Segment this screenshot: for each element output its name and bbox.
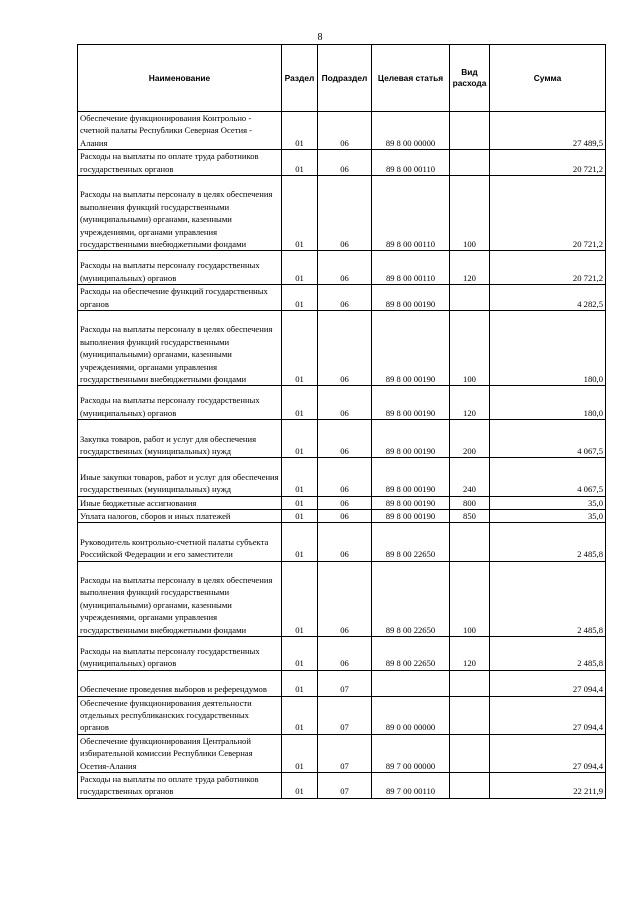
- cell-section: 01: [282, 734, 318, 772]
- table-row: [78, 420, 606, 458]
- cell-name: Иные бюджетные ассигнования: [78, 496, 282, 509]
- cell-amount: 2 485,8: [490, 523, 606, 561]
- cell-subsection: 07: [318, 696, 372, 734]
- cell-target: 89 7 00 00110: [372, 773, 450, 799]
- cell-expense-type: 800: [450, 496, 490, 509]
- cell-expense-type: [450, 150, 490, 176]
- cell-target: 89 8 00 00190: [372, 496, 450, 509]
- table-row: [78, 458, 606, 496]
- cell-expense-type: [450, 696, 490, 734]
- cell-section: 01: [282, 561, 318, 636]
- table-row: [78, 176, 606, 251]
- table-row: [78, 670, 606, 696]
- cell-section: 01: [282, 251, 318, 285]
- page-number: 8: [317, 32, 323, 43]
- table-row: [78, 311, 606, 386]
- cell-target: 89 8 00 00110: [372, 251, 450, 285]
- header-expense-type: Вид расхода: [450, 45, 490, 112]
- cell-amount: 27 489,5: [490, 112, 606, 150]
- cell-name: Расходы на выплаты персоналу в целях обеспечения выполнения функций государственными (муниципальными) органами, казенными учреждениями, органами управления государственными внебюджетными фондами: [78, 311, 282, 386]
- cell-subsection: 06: [318, 285, 372, 311]
- header-subsection: Подраздел: [318, 45, 372, 112]
- cell-target: 89 8 00 00190: [372, 285, 450, 311]
- cell-subsection: 07: [318, 773, 372, 799]
- cell-subsection: 06: [318, 386, 372, 420]
- table-row: [78, 636, 606, 670]
- cell-name: Руководитель контрольно-счетной палаты субъекта Российской Федерации и его заместители: [78, 523, 282, 561]
- cell-expense-type: 120: [450, 251, 490, 285]
- table-row: [78, 112, 606, 150]
- cell-expense-type: [450, 523, 490, 561]
- cell-amount: 20 721,2: [490, 150, 606, 176]
- cell-amount: 4 067,5: [490, 458, 606, 496]
- cell-expense-type: 240: [450, 458, 490, 496]
- cell-expense-type: 100: [450, 176, 490, 251]
- cell-amount: 20 721,2: [490, 176, 606, 251]
- cell-amount: 27 094,4: [490, 670, 606, 696]
- cell-section: 01: [282, 311, 318, 386]
- cell-target: 89 8 00 22650: [372, 523, 450, 561]
- cell-section: 01: [282, 112, 318, 150]
- cell-name: Расходы на обеспечение функций государственных органов: [78, 285, 282, 311]
- cell-section: 01: [282, 523, 318, 561]
- cell-section: 01: [282, 386, 318, 420]
- cell-name: Обеспечение функционирования Центральной избирательной комиссии Республики Северная Осетия-Алания: [78, 734, 282, 772]
- cell-target: 89 0 00 00000: [372, 696, 450, 734]
- budget-table: [77, 44, 606, 799]
- cell-subsection: 06: [318, 420, 372, 458]
- cell-amount: 4 282,5: [490, 285, 606, 311]
- table-row: [78, 696, 606, 734]
- cell-expense-type: 850: [450, 510, 490, 523]
- cell-amount: 180,0: [490, 386, 606, 420]
- cell-amount: 4 067,5: [490, 420, 606, 458]
- cell-subsection: 06: [318, 561, 372, 636]
- cell-target: 89 7 00 00000: [372, 734, 450, 772]
- cell-target: 89 8 00 00110: [372, 176, 450, 251]
- cell-amount: 20 721,2: [490, 251, 606, 285]
- cell-expense-type: [450, 285, 490, 311]
- cell-name: Закупка товаров, работ и услуг для обеспечения государственных (муниципальных) нужд: [78, 420, 282, 458]
- cell-amount: 35,0: [490, 496, 606, 509]
- cell-name: Иные закупки товаров, работ и услуг для обеспечения государственных (муниципальных) нужд: [78, 458, 282, 496]
- cell-amount: 35,0: [490, 510, 606, 523]
- table-row: [78, 251, 606, 285]
- cell-section: 01: [282, 176, 318, 251]
- cell-section: 01: [282, 773, 318, 799]
- table-row: [78, 496, 606, 509]
- cell-target: 89 8 00 00110: [372, 150, 450, 176]
- cell-subsection: 06: [318, 510, 372, 523]
- cell-target: 89 8 00 00190: [372, 311, 450, 386]
- cell-subsection: 06: [318, 458, 372, 496]
- cell-subsection: 07: [318, 670, 372, 696]
- cell-subsection: 07: [318, 734, 372, 772]
- cell-expense-type: 100: [450, 311, 490, 386]
- table-row: [78, 734, 606, 772]
- cell-subsection: 06: [318, 176, 372, 251]
- cell-name: Расходы на выплаты персоналу государственных (муниципальных) органов: [78, 636, 282, 670]
- cell-subsection: 06: [318, 311, 372, 386]
- cell-amount: 2 485,8: [490, 636, 606, 670]
- table-row: [78, 386, 606, 420]
- cell-amount: 2 485,8: [490, 561, 606, 636]
- header-amount: Сумма: [490, 45, 606, 112]
- cell-expense-type: [450, 773, 490, 799]
- table-body: [78, 112, 606, 799]
- cell-target: 89 8 00 00190: [372, 510, 450, 523]
- cell-subsection: 06: [318, 523, 372, 561]
- cell-name: Расходы на выплаты персоналу государственных (муниципальных) органов: [78, 386, 282, 420]
- cell-section: 01: [282, 458, 318, 496]
- cell-name: Расходы на выплаты персоналу государственных (муниципальных) органов: [78, 251, 282, 285]
- table-row: [78, 510, 606, 523]
- cell-target: 89 8 00 22650: [372, 561, 450, 636]
- header-target: Целевая статья: [372, 45, 450, 112]
- header-row: [78, 45, 606, 112]
- cell-target: 89 8 00 00190: [372, 420, 450, 458]
- cell-expense-type: 120: [450, 636, 490, 670]
- cell-name: Обеспечение проведения выборов и референдумов: [78, 670, 282, 696]
- header-section: Раздел: [282, 45, 318, 112]
- cell-section: 01: [282, 636, 318, 670]
- table-row: [78, 150, 606, 176]
- cell-expense-type: 200: [450, 420, 490, 458]
- table-row: [78, 285, 606, 311]
- cell-name: Обеспечение функционирования деятельности отдельных республиканских государственных органов: [78, 696, 282, 734]
- cell-name: Уплата налогов, сборов и иных платежей: [78, 510, 282, 523]
- cell-section: 01: [282, 696, 318, 734]
- cell-section: 01: [282, 510, 318, 523]
- cell-target: [372, 670, 450, 696]
- cell-expense-type: [450, 112, 490, 150]
- cell-amount: 27 094,4: [490, 696, 606, 734]
- cell-name: Расходы на выплаты по оплате труда работников государственных органов: [78, 150, 282, 176]
- cell-amount: 22 211,9: [490, 773, 606, 799]
- cell-target: 89 8 00 00000: [372, 112, 450, 150]
- cell-expense-type: 120: [450, 386, 490, 420]
- table-row: [78, 561, 606, 636]
- cell-section: 01: [282, 420, 318, 458]
- cell-amount: 180,0: [490, 311, 606, 386]
- cell-name: Расходы на выплаты по оплате труда работников государственных органов: [78, 773, 282, 799]
- cell-name: Расходы на выплаты персоналу в целях обеспечения выполнения функций государственными (муниципальными) органами, казенными учреждениями, органами управления государственными внебюджетными фондами: [78, 561, 282, 636]
- cell-section: 01: [282, 150, 318, 176]
- cell-subsection: 06: [318, 251, 372, 285]
- cell-subsection: 06: [318, 496, 372, 509]
- cell-subsection: 06: [318, 636, 372, 670]
- cell-target: 89 8 00 00190: [372, 386, 450, 420]
- cell-expense-type: 100: [450, 561, 490, 636]
- cell-section: 01: [282, 496, 318, 509]
- cell-target: 89 8 00 00190: [372, 458, 450, 496]
- table-row: [78, 523, 606, 561]
- header-name: Наименование: [78, 45, 282, 112]
- cell-name: Расходы на выплаты персоналу в целях обеспечения выполнения функций государственными (муниципальными) органами, казенными учреждениями, органами управления государственными внебюджетными фондами: [78, 176, 282, 251]
- cell-section: 01: [282, 285, 318, 311]
- cell-subsection: 06: [318, 150, 372, 176]
- table-row: [78, 773, 606, 799]
- cell-subsection: 06: [318, 112, 372, 150]
- cell-target: 89 8 00 22650: [372, 636, 450, 670]
- cell-amount: 27 094,4: [490, 734, 606, 772]
- cell-section: 01: [282, 670, 318, 696]
- cell-name: Обеспечение функционирования Контрольно - счетной палаты Республики Северная Осетия - Алания: [78, 112, 282, 150]
- cell-expense-type: [450, 734, 490, 772]
- cell-expense-type: [450, 670, 490, 696]
